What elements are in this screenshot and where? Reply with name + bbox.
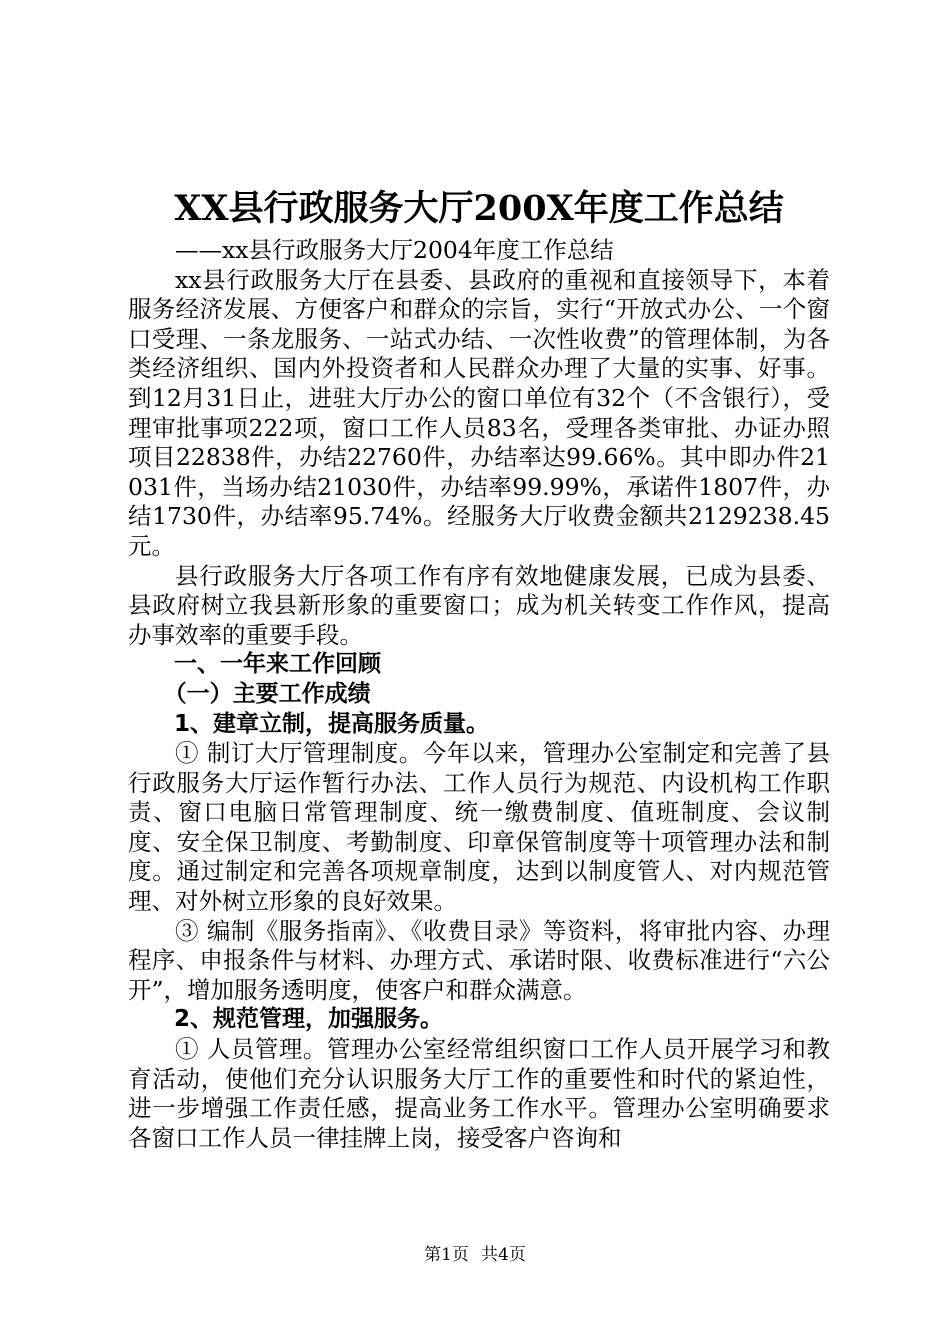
page-number-total: 共4页: [481, 1245, 526, 1265]
intro-paragraph: xx县行政服务大厅在县委、县政府的重视和直接领导下，本着服务经济发展、方便客户和群众的宗旨，实行“开放式办公、一个窗口受理、一条龙服务、一站式办结、一次性收费”的管理体制，为各类经济组织、国内外投资者和人民群众办理了大量的实事、好事。到12月31日止，进驻大厅办公的窗口单位有32个（不含银行），受理审批事项222项，窗口工作人员83名，受理各类审批、办证办照项目22838件，办结22760件，办结率达99.66%。其中即办件21031件，当场办结21030件，办结率99.99%，承诺件1807件，办结1730件，办结率95.74%。经服务大厅收费金额共2129238.45元。: [128, 265, 830, 560]
section-heading-1: 一、一年来工作回顾: [174, 651, 381, 678]
page-number-current: 第1页: [424, 1245, 469, 1265]
document-subtitle: ——xx县行政服务大厅2004年度工作总结: [175, 236, 614, 264]
page-footer: [0, 1244, 950, 1266]
item-2-paragraph-1: ① 人员管理。管理办公室经常组织窗口工作人员开展学习和教育活动，使他们充分认识服务大厅工作的重要性和时代的紧迫性，进一步增强工作责任感，提高业务工作水平。管理办公室明确要求各窗口工作人员一律挂牌上岗，接受客户咨询和: [128, 1035, 830, 1152]
item-1-paragraph-3: ③ 编制《服务指南》、《收费目录》等资料，将审批内容、办理程序、申报条件与材料、办理方式、承诺时限、收费标准进行“六公开”，增加服务透明度，使客户和群众满意。: [128, 916, 830, 1004]
second-paragraph: 县行政服务大厅各项工作有序有效地健康发展，已成为县委、县政府树立我县新形象的重要窗口；成为机关转变工作作风，提高办事效率的重要手段。: [128, 561, 830, 649]
item-heading-2: 2、规范管理，加强服务。: [174, 1006, 444, 1033]
document-body: [128, 184, 830, 1153]
document-title: XX县行政服务大厅200X年度工作总结: [174, 188, 784, 229]
subsection-heading-1-1: （一）主要工作成绩: [163, 680, 371, 707]
item-heading-1: 1、建章立制，提高服务质量。: [174, 710, 490, 737]
item-1-paragraph-1: ① 制订大厅管理制度。今年以来，管理办公室制定和完善了县行政服务大厅运作暂行办法、工作人员行为规范、内设机构工作职责、窗口电脑日常管理制度、统一缴费制度、值班制度、会议制度、安全保卫制度、考勤制度、印章保管制度等十项管理办法和制度。通过制定和完善各项规章制度，达到以制度管人、对内规范管理、对外树立形象的良好效果。: [128, 739, 830, 916]
